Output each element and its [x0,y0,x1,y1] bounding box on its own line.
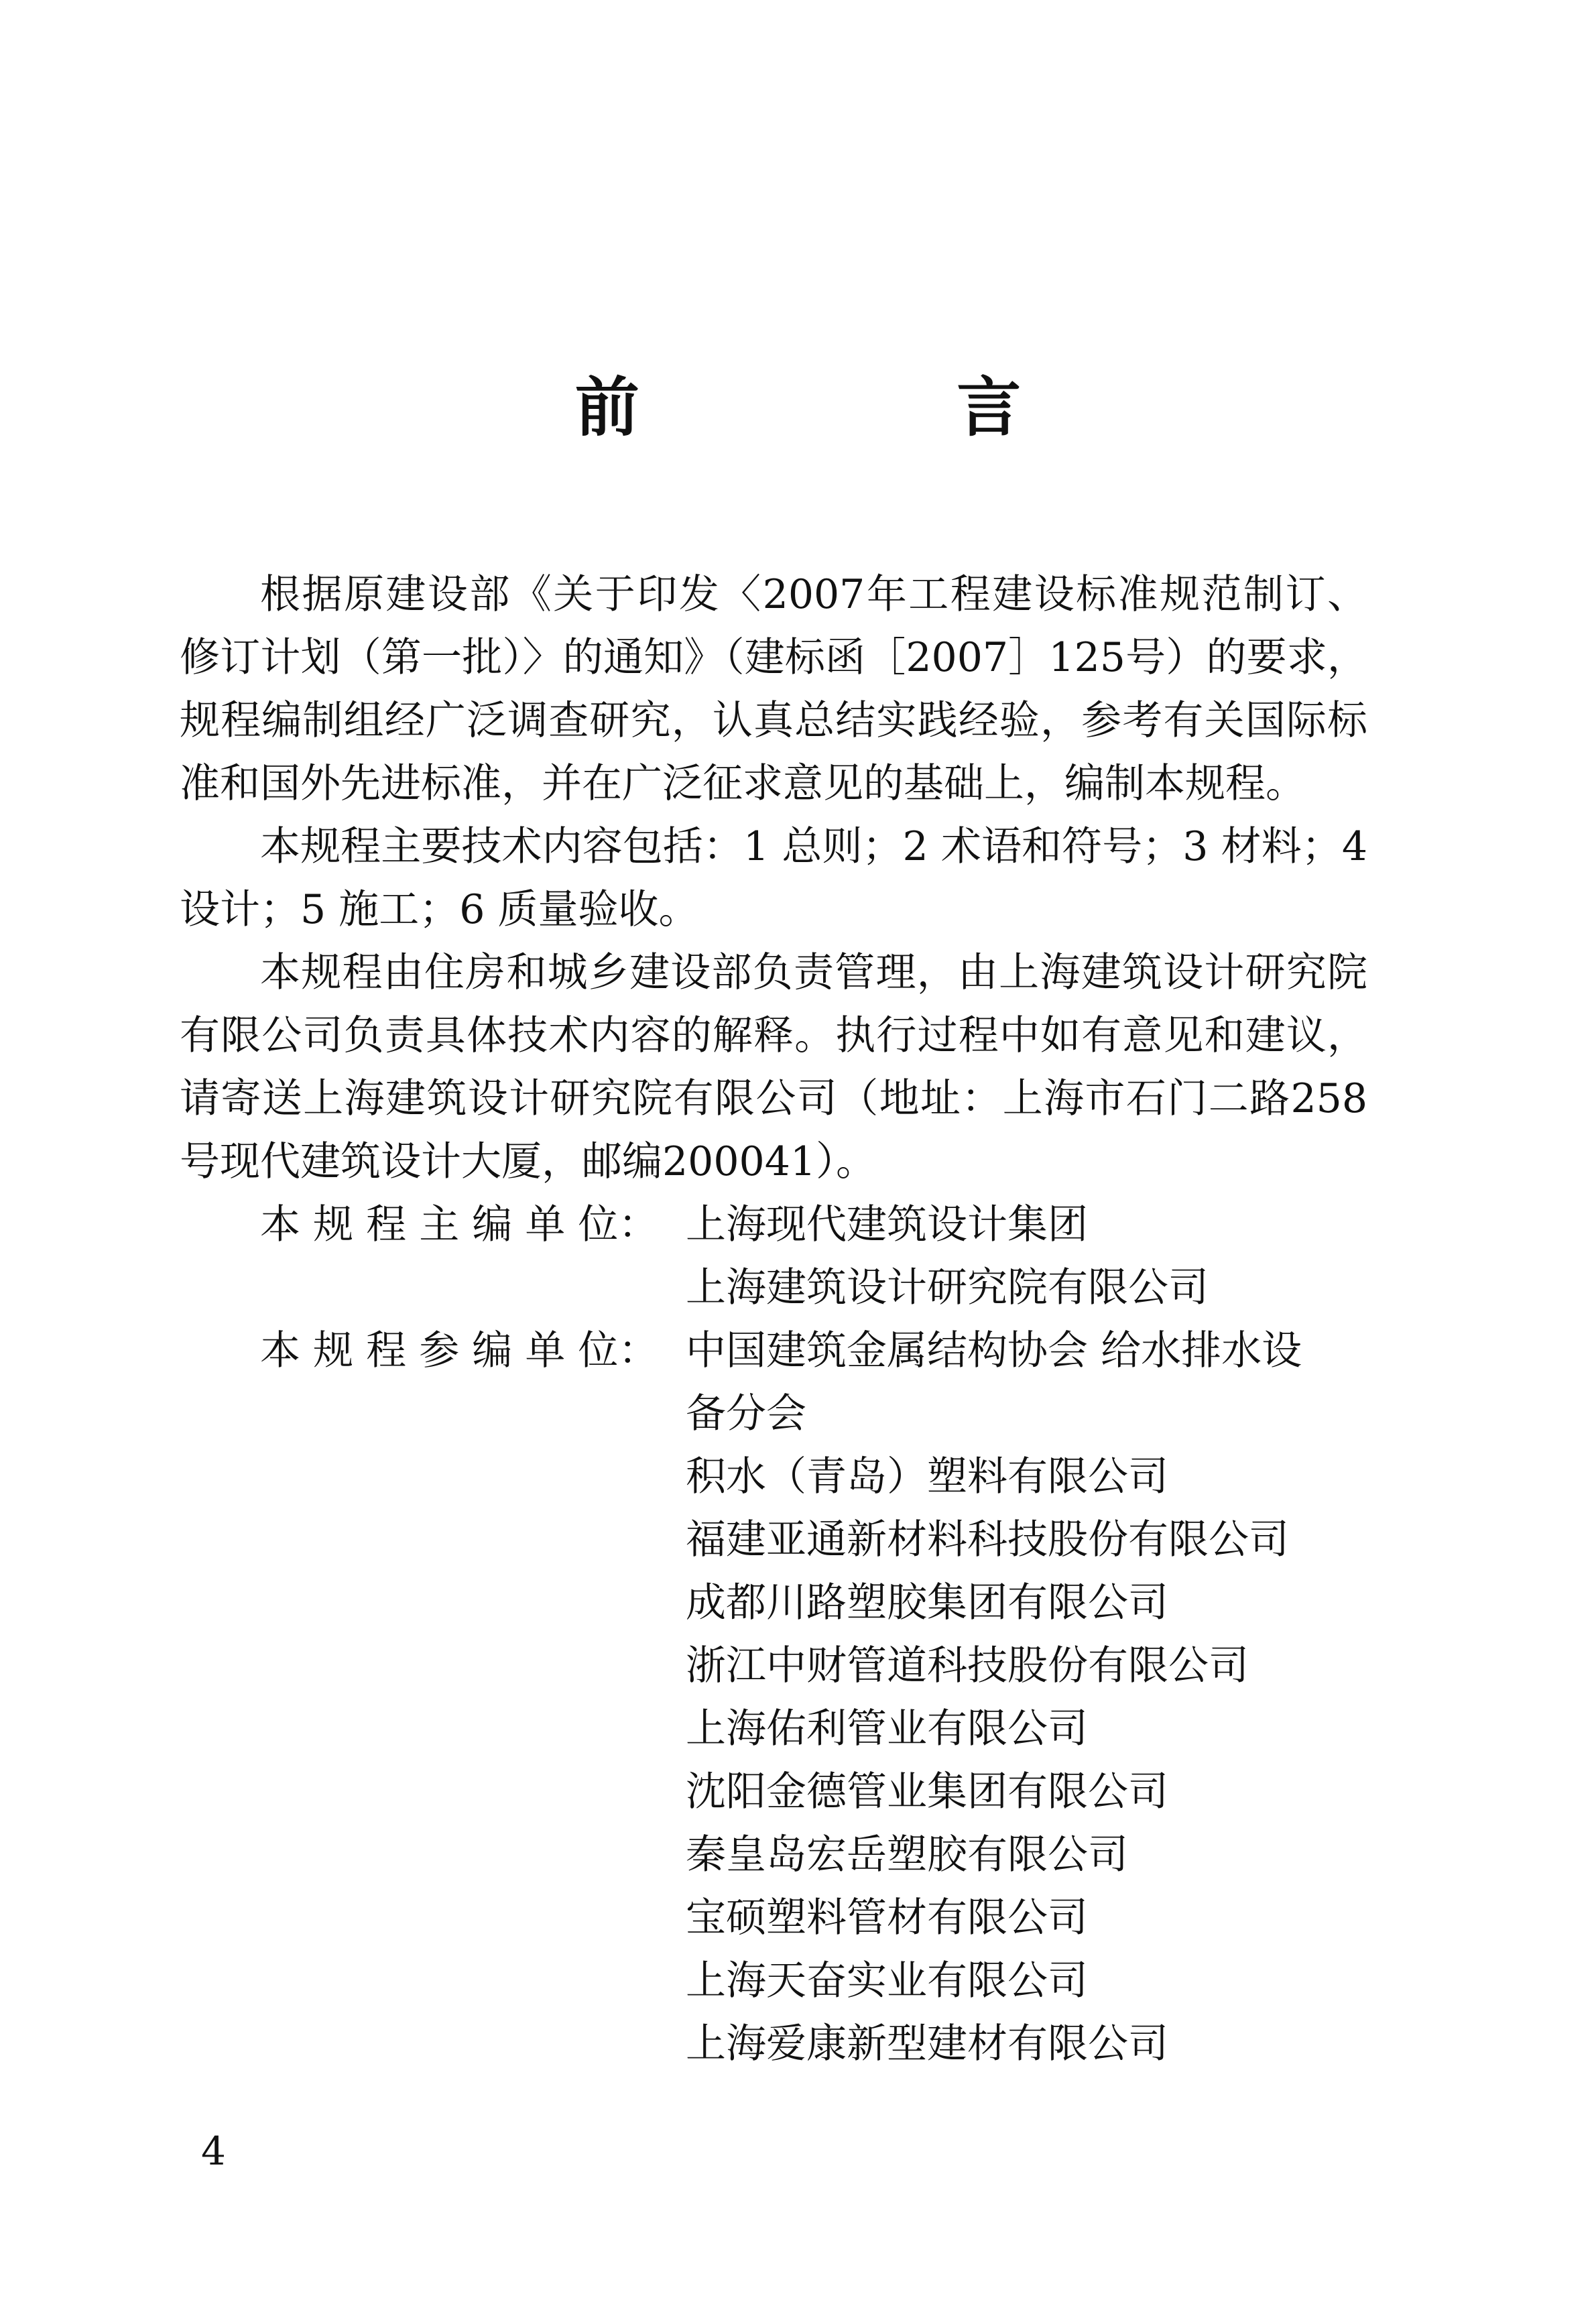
participant-label: 本 规 程 参 编 单 位： [260,1327,659,1374]
participant-unit: 备分会 [686,1390,806,1437]
participant-unit: 积水（青岛）塑料有限公司 [686,1453,1168,1500]
participant-unit: 沈阳金德管业集团有限公司 [686,1768,1168,1815]
chief-editor-units [180,1193,1367,1319]
participant-unit: 浙江中财管道科技股份有限公司 [686,1642,1249,1689]
preface-paragraph-management: 本规程由住房和城乡建设部负责管理，由上海建筑设计研究院有限公司负责具体技术内容的解释。执行过程中如有意见和建议，请寄送上海建筑设计研究院有限公司（地址：上海市石门二路258号现代建筑设计大厦，邮编200041）。 [180,949,1367,1185]
page-number: 4 [201,2128,226,2174]
preface-paragraph-basis: 根据原建设部《关于印发〈2007年工程建设标准规范制订、修订计划（第一批）〉的通知》（建标函［2007］125号）的要求，规程编制组经广泛调查研究，认真总结实践经验，参考有关国际标准和国外先进标准，并在广泛征求意见的基础上，编制本规程。 [180,571,1367,807]
participant-unit: 上海爱康新型建材有限公司 [686,2020,1168,2067]
participant-unit: 成都川路塑胶集团有限公司 [686,1579,1168,1626]
chief-editor-unit: 上海建筑设计研究院有限公司 [686,1264,1209,1311]
participant-unit: 宝硕塑料管材有限公司 [686,1894,1088,1941]
participant-unit: 中国建筑金属结构协会 给水排水设 [686,1327,1302,1374]
participant-unit: 上海天奋实业有限公司 [686,1957,1088,2004]
preface-paragraph-contents: 本规程主要技术内容包括：1 总则；2 术语和符号；3 材料；4 设计；5 施工；6 质量验收。 [180,823,1367,933]
participant-unit: 上海佑利管业有限公司 [686,1705,1088,1752]
participant-units [180,1319,1367,2075]
participant-unit: 福建亚通新材料科技股份有限公司 [686,1516,1289,1563]
page-title: 前 言 [574,369,1169,445]
chief-editor-unit: 上海现代建筑设计集团 [686,1201,1088,1248]
participant-unit: 秦皇岛宏岳塑胶有限公司 [686,1831,1128,1878]
chief-editor-label: 本 规 程 主 编 单 位： [260,1201,659,1248]
preface-body [180,563,1367,2075]
participant-list [686,1319,1367,2075]
